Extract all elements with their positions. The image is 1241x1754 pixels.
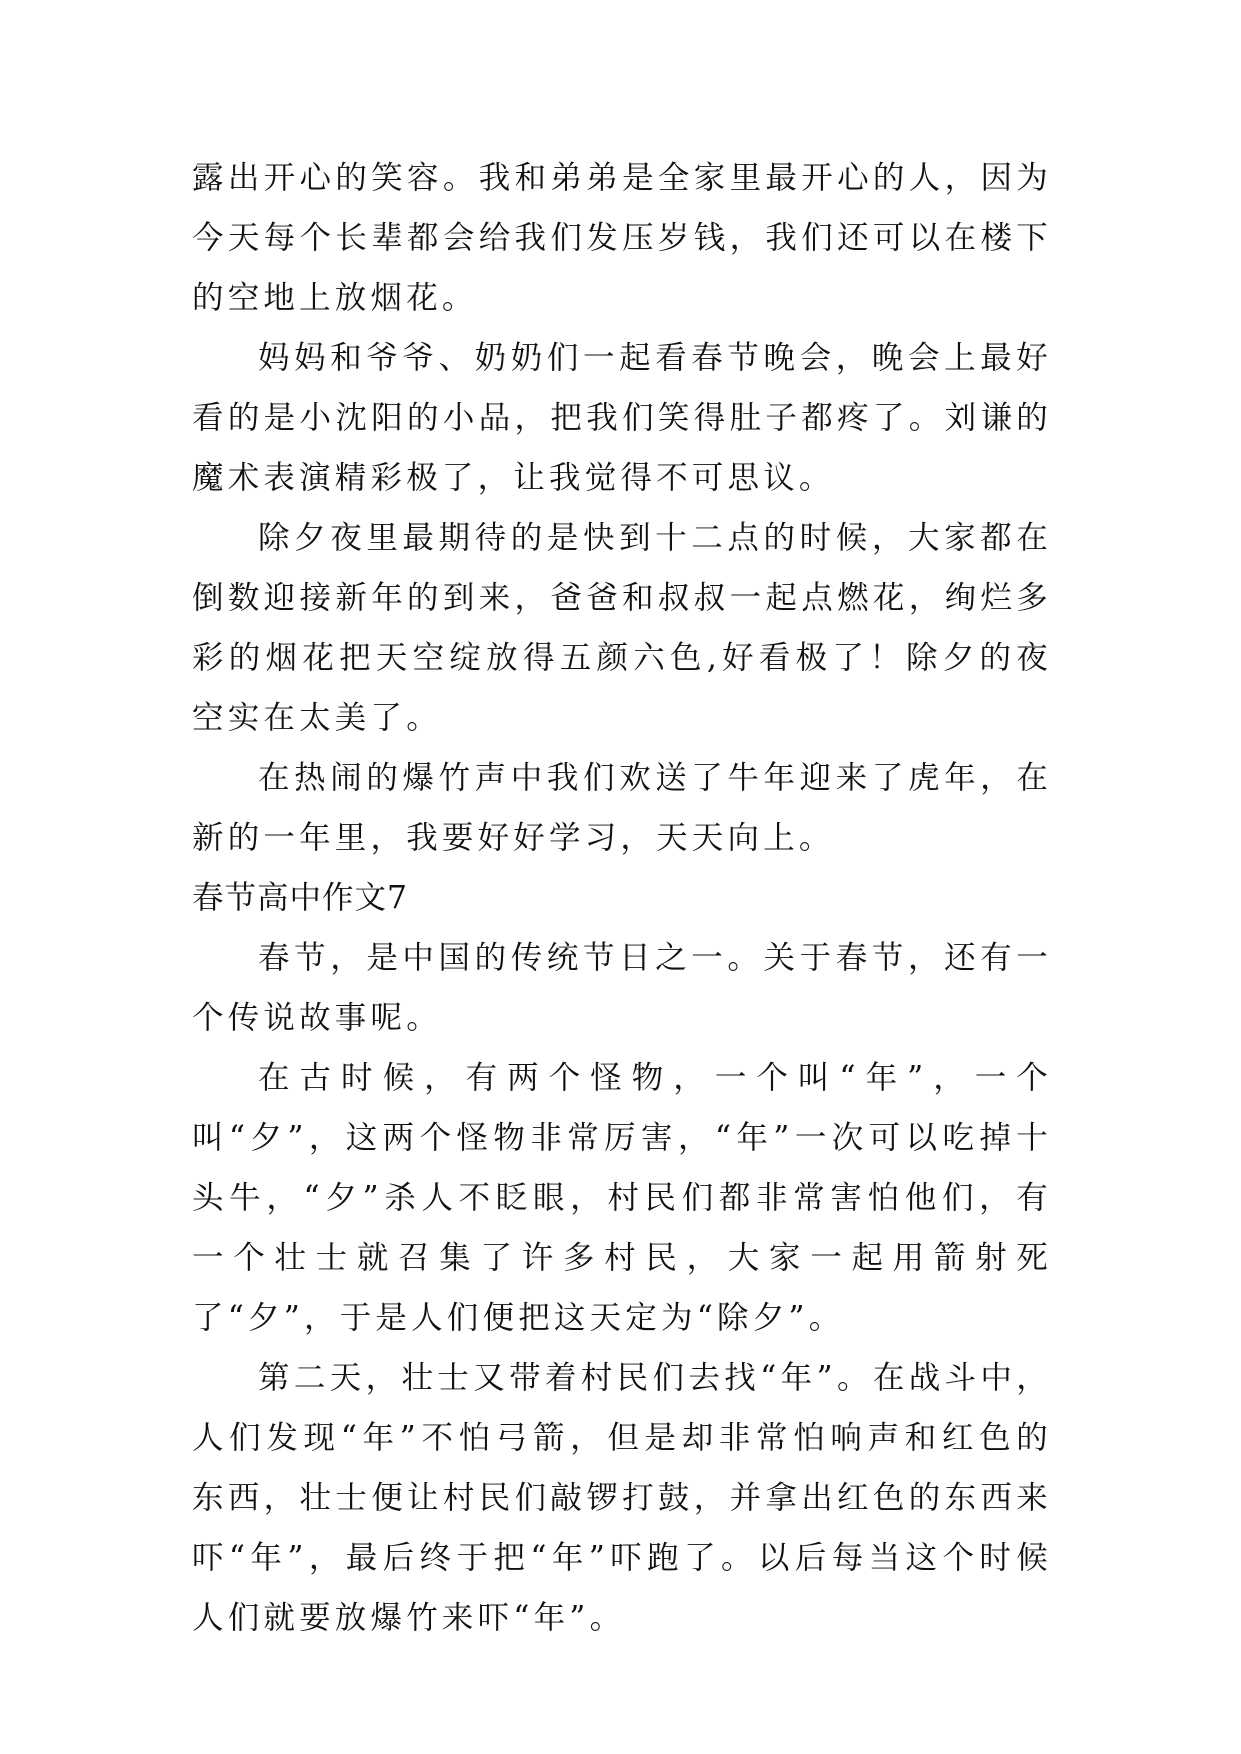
paragraph: 在热闹的爆竹声中我们欢送了牛年迎来了虎年，在新的一年里，我要好好学习，天天向上。	[192, 760, 1052, 856]
paragraph: 露出开心的笑容。我和弟弟是全家里最开心的人，因为今天每个长辈都会给我们发压岁钱，我们还可以在楼下的空地上放烟花。	[192, 160, 1052, 316]
document-body	[192, 148, 1052, 1648]
paragraph: 除夕夜里最期待的是快到十二点的时候，大家都在倒数迎接新年的到来，爸爸和叔叔一起点燃花，绚烂多彩的烟花把天空绽放得五颜六色,好看极了！除夕的夜空实在太美了。	[192, 520, 1052, 736]
section-heading: 春节高中作文7	[192, 880, 409, 916]
paragraph: 在古时候，有两个怪物，一个叫“年”，一个叫“夕”，这两个怪物非常厉害，“年”一次可以吃掉十头牛，“夕”杀人不眨眼，村民们都非常害怕他们，有一个壮士就召集了许多村民，大家一起用箭射死了“夕”，于是人们便把这天定为“除夕”。	[192, 1060, 1052, 1336]
paragraph: 妈妈和爷爷、奶奶们一起看春节晚会，晚会上最好看的是小沈阳的小品，把我们笑得肚子都疼了。刘谦的魔术表演精彩极了，让我觉得不可思议。	[192, 340, 1052, 496]
paragraph: 第二天，壮士又带着村民们去找“年”。在战斗中，人们发现“年”不怕弓箭，但是却非常怕响声和红色的东西，壮士便让村民们敲锣打鼓，并拿出红色的东西来吓“年”，最后终于把“年”吓跑了。以后每当这个时候人们就要放爆竹来吓“年”。	[192, 1360, 1052, 1636]
paragraph: 春节，是中国的传统节日之一。关于春节，还有一个传说故事呢。	[192, 940, 1052, 1036]
